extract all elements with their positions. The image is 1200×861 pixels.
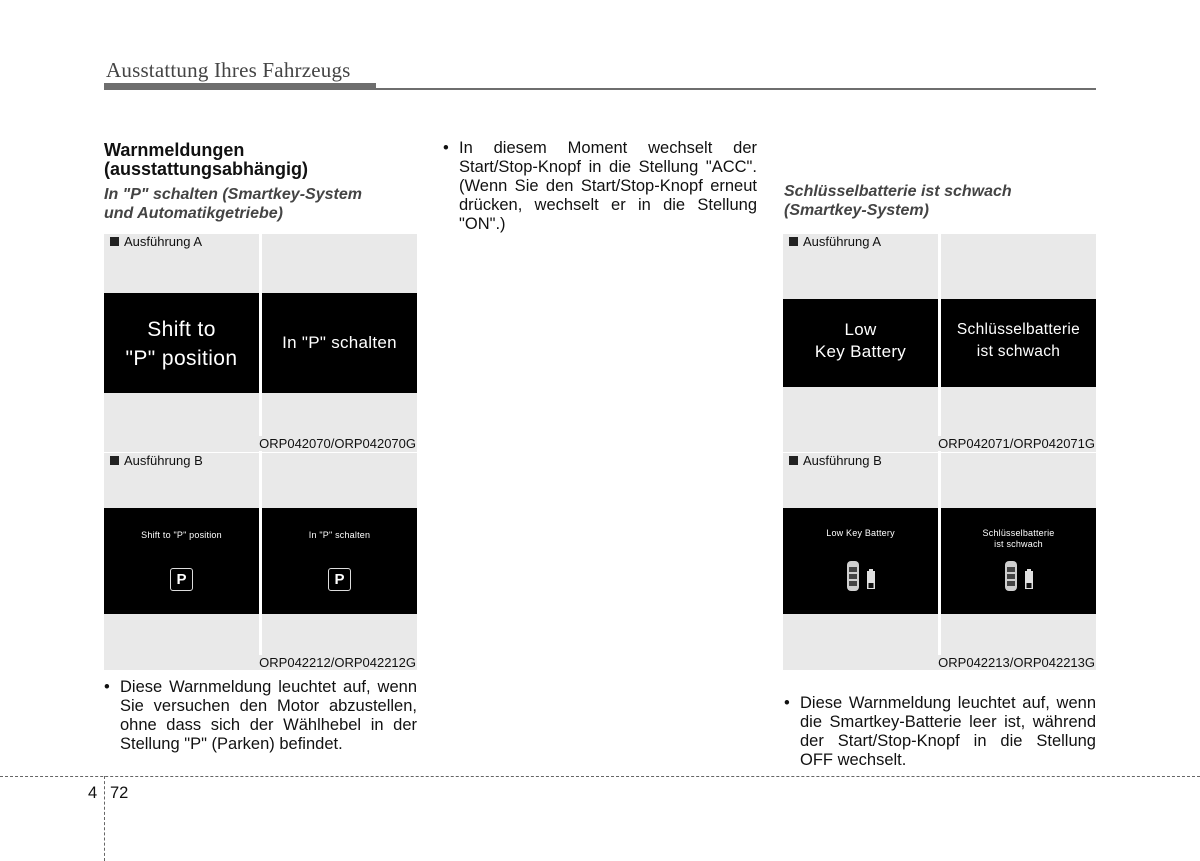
header-rule-thin bbox=[376, 88, 1096, 90]
display-screen-en bbox=[783, 508, 938, 614]
screen-line-1: Low bbox=[844, 320, 877, 339]
bullet-text: In diesem Moment wechselt der Start/Stop-Knopf in die Stellung "ACC". (Wenn Sie den Start/Stop-Knopf erneut drücken, wechselt er in die Stellung "ON".) bbox=[459, 139, 757, 233]
footer-dashed-rule bbox=[0, 776, 1200, 777]
display-screen-de bbox=[262, 508, 417, 614]
chapter-header-title: Ausstattung Ihres Fahrzeugs bbox=[106, 58, 351, 82]
display-screen-en bbox=[104, 293, 259, 393]
screen-line-2: ist schwach bbox=[976, 343, 1061, 360]
page-number: 72 bbox=[110, 784, 129, 802]
screen-line-1: Schlüsselbatterie bbox=[982, 528, 1055, 538]
park-p-icon: P bbox=[170, 568, 193, 591]
square-bullet-icon bbox=[789, 237, 798, 246]
screen-line-1: Schlüsselbatterie bbox=[956, 321, 1081, 338]
park-p-icon: P bbox=[328, 568, 351, 591]
figure-shift-to-p-variant-b bbox=[104, 453, 417, 670]
display-screen-de bbox=[262, 293, 417, 393]
chapter-number: 4 bbox=[88, 784, 98, 802]
variant-label: Ausführung B bbox=[789, 453, 882, 468]
display-screen-en bbox=[783, 299, 938, 387]
display-screen-de bbox=[941, 508, 1096, 614]
subtitle-low-key-battery bbox=[784, 182, 1012, 220]
screen-line-2: "P" position bbox=[125, 347, 238, 370]
screen-line-2: Key Battery bbox=[814, 342, 907, 361]
screen-line-1: Shift to bbox=[147, 318, 216, 341]
screen-text: In "P" schalten bbox=[282, 333, 397, 352]
figure-low-key-battery-variant-b bbox=[783, 453, 1096, 670]
display-screen-de bbox=[941, 299, 1096, 387]
footer-dashed-vertical-rule bbox=[104, 776, 105, 861]
figure-code: ORP042071/ORP042071G bbox=[938, 436, 1095, 451]
section-title-line-1: Warnmeldungen bbox=[104, 140, 245, 160]
figure-code: ORP042212/ORP042212G bbox=[259, 655, 416, 670]
subtitle-line-1: Schlüsselbatterie ist schwach bbox=[784, 183, 1012, 200]
figure-code: ORP042070/ORP042070G bbox=[259, 436, 416, 451]
bullet-text: Diese Warnmeldung leuchtet auf, wenn die Smartkey-Batterie leer ist, während der Start/Stop-Knopf in die Stellung OFF wechselt. bbox=[800, 694, 1096, 769]
figure-shift-to-p-variant-a bbox=[104, 234, 417, 452]
square-bullet-icon bbox=[110, 456, 119, 465]
bullet-text: Diese Warnmeldung leuchtet auf, wenn Sie versuchen den Motor abzustellen, ohne dass sich der Wählhebel in der Stellung "P" (Parken) befindet. bbox=[120, 678, 417, 753]
screen-text: In "P" schalten bbox=[308, 530, 371, 540]
section-title-line-2: (ausstattungsabhängig) bbox=[104, 159, 309, 179]
subtitle-line-2: (Smartkey-System) bbox=[784, 202, 929, 219]
variant-label: Ausführung A bbox=[110, 234, 202, 249]
figure-code: ORP042213/ORP042213G bbox=[938, 655, 1095, 670]
variant-label: Ausführung B bbox=[110, 453, 203, 468]
screen-text: Low Key Battery bbox=[826, 528, 895, 538]
subtitle-shift-to-p bbox=[104, 185, 362, 223]
screen-text: Shift to "P" position bbox=[141, 530, 222, 540]
section-title bbox=[104, 141, 308, 179]
square-bullet-icon bbox=[110, 237, 119, 246]
subtitle-line-1: In "P" schalten (Smartkey-System bbox=[104, 186, 362, 203]
bullet-dot: • bbox=[784, 694, 790, 712]
variant-label: Ausführung A bbox=[789, 234, 881, 249]
bullet-dot: • bbox=[443, 139, 449, 157]
screen-line-2: ist schwach bbox=[994, 539, 1043, 549]
header-rule-thick bbox=[104, 83, 376, 90]
square-bullet-icon bbox=[789, 456, 798, 465]
figure-low-key-battery-variant-a bbox=[783, 234, 1096, 452]
smartkey-battery-icon bbox=[843, 559, 883, 595]
display-screen-en bbox=[104, 508, 259, 614]
smartkey-battery-icon bbox=[1001, 559, 1041, 595]
subtitle-line-2: und Automatikgetriebe) bbox=[104, 205, 283, 222]
bullet-dot: • bbox=[104, 678, 110, 696]
